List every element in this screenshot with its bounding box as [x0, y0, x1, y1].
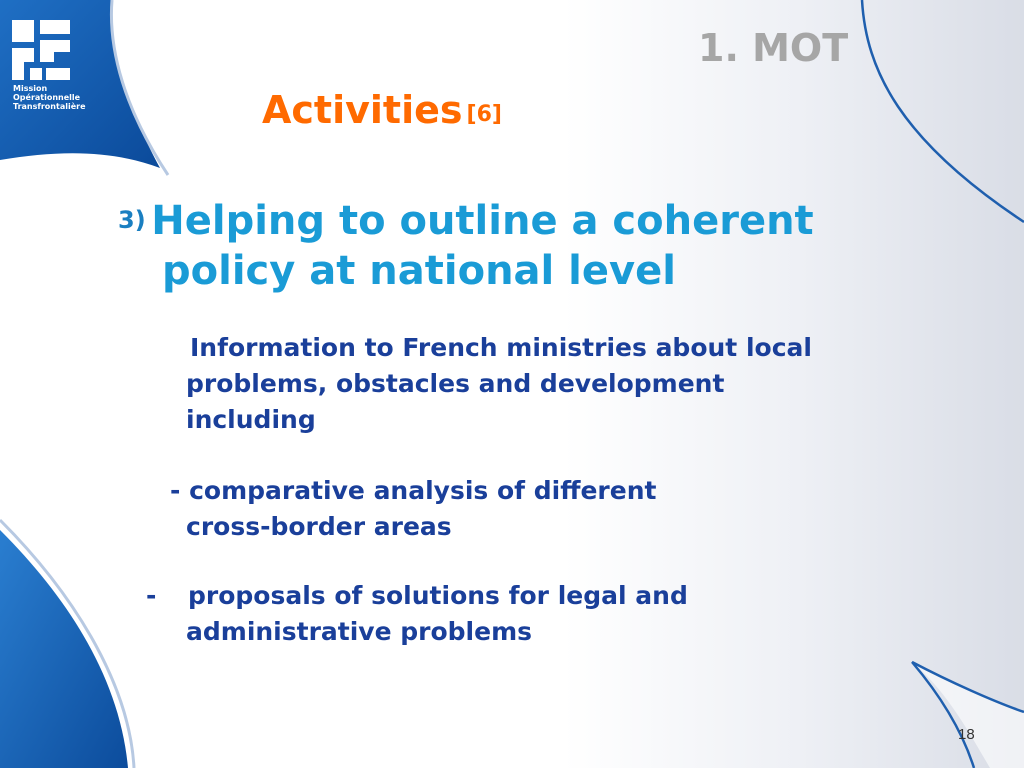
point-number: 3): [118, 206, 146, 234]
logo-line-3: Transfrontalière: [13, 102, 86, 111]
slide-title: [262, 88, 502, 132]
bullet-3-dash: -: [146, 581, 157, 610]
bullet-2-line-1: - comparative analysis of different: [170, 476, 657, 505]
paragraph-1-line-1: Information to French ministries about local: [190, 333, 812, 362]
logo-line-1: Mission: [13, 84, 48, 93]
title-reference: [6]: [466, 102, 502, 127]
bullet-proposals: [146, 578, 688, 650]
mot-logo: [10, 18, 78, 128]
point-heading: [118, 196, 938, 296]
section-label: 1. MOT: [698, 26, 849, 70]
paragraph-information: [186, 330, 812, 438]
top-right-curve: [862, 0, 1024, 222]
bullet-2-line-2: cross-border areas: [186, 512, 452, 541]
logo-line-2: Opérationnelle: [13, 93, 81, 102]
bullet-3-line-1: proposals of solutions for legal and: [188, 581, 688, 610]
bottom-left-blue-shape: [0, 530, 128, 768]
heading-line-2: policy at national level: [162, 248, 676, 294]
page-number: 18: [958, 726, 975, 743]
logo-text: [13, 84, 86, 111]
title-main: Activities: [262, 88, 463, 132]
bullet-3-line-2: administrative problems: [186, 617, 533, 646]
paragraph-1-line-2: problems, obstacles and development: [186, 369, 725, 398]
heading-line-1: Helping to outline a coherent: [151, 198, 814, 244]
paragraph-1-line-3: including: [186, 405, 316, 434]
bullet-comparative-analysis: [170, 473, 656, 545]
